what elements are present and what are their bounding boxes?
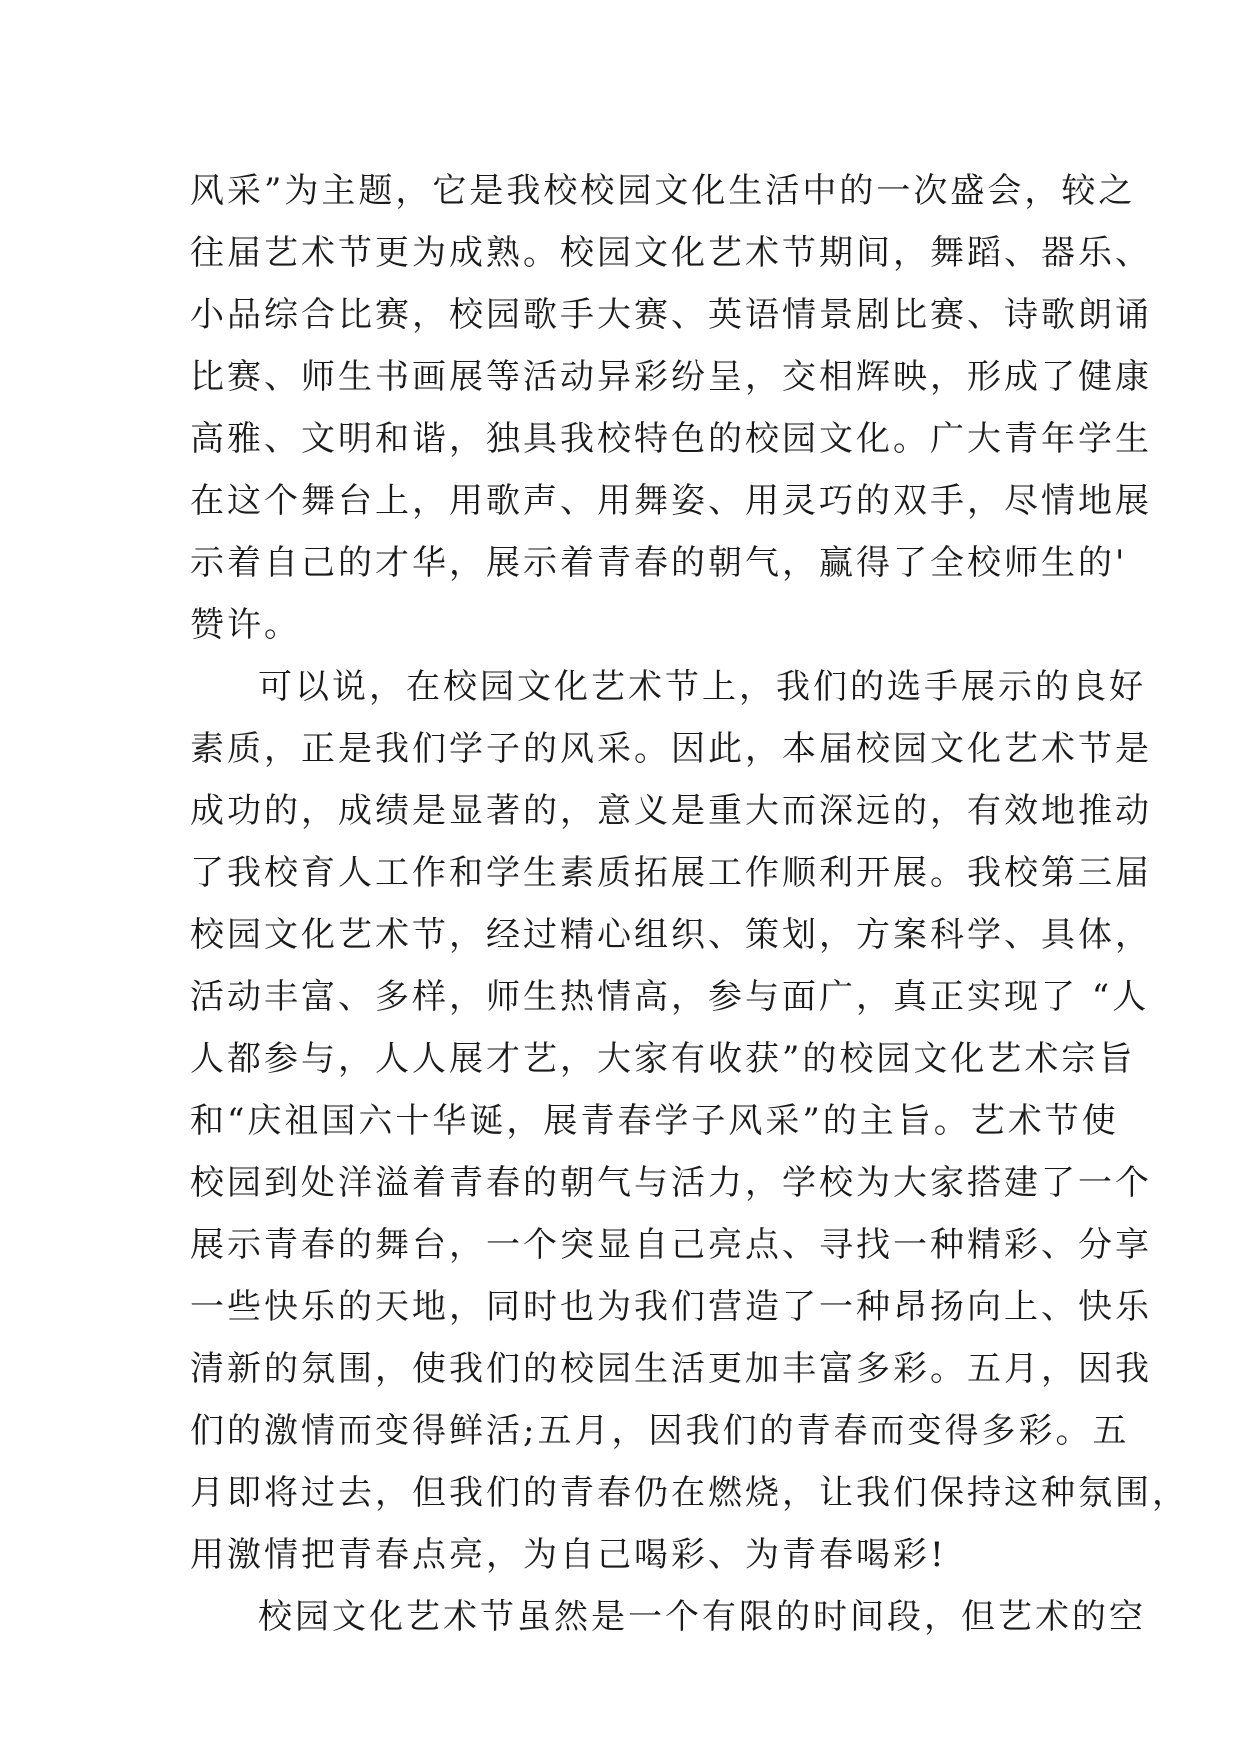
text-line: 一些快乐的天地，同时也为我们营造了一种昂扬向上、快乐 <box>190 1287 1152 1327</box>
text-line: 校园到处洋溢着青春的朝气与活力，学校为大家搭建了一个 <box>190 1163 1152 1203</box>
text-line: 风采”为主题，它是我校校园文化生活中的一次盛会，较之 <box>190 171 1136 211</box>
paragraph-start-line: 可以说，在校园文化艺术节上，我们的选手展示的良好 <box>258 667 1146 707</box>
text-line: 用激情把青春点亮，为自己喝彩、为青春喝彩! <box>190 1535 947 1575</box>
text-line: 们的激情而变得鲜活;五月，因我们的青春而变得多彩。五 <box>190 1411 1130 1451</box>
text-line: 清新的氛围，使我们的校园生活更加丰富多彩。五月，因我 <box>190 1349 1152 1389</box>
text-line: 成功的，成绩是显著的，意义是重大而深远的，有效地推动 <box>190 791 1152 831</box>
text-line: 素质，正是我们学子的风采。因此，本届校园文化艺术节是 <box>190 729 1152 769</box>
text-line: 展示青春的舞台，一个突显自己亮点、寻找一种精彩、分享 <box>190 1225 1152 1265</box>
text-line: 赞许。 <box>190 605 301 645</box>
text-line: 在这个舞台上，用歌声、用舞姿、用灵巧的双手，尽情地展 <box>190 481 1152 521</box>
text-line: 活动丰富、多样，师生热情高，参与面广，真正实现了 “人 <box>190 977 1150 1017</box>
text-line: 示着自己的才华，展示着青春的朝气，赢得了全校师生的' <box>190 543 1128 583</box>
text-line: 人都参与，人人展才艺，大家有收获”的校园文化艺术宗旨 <box>190 1039 1136 1079</box>
text-line: 比赛、师生书画展等活动异彩纷呈，交相辉映，形成了健康 <box>190 357 1152 397</box>
paragraph-start-line: 校园文化艺术节虽然是一个有限的时间段，但艺术的空 <box>258 1597 1146 1637</box>
text-line: 月即将过去，但我们的青春仍在燃烧，让我们保持这种氛围， <box>190 1473 1189 1513</box>
text-line: 小品综合比赛，校园歌手大赛、英语情景剧比赛、诗歌朗诵 <box>190 295 1152 335</box>
body-text <box>190 160 1189 1648</box>
text-line: 高雅、文明和谐，独具我校特色的校园文化。广大青年学生 <box>190 419 1152 459</box>
text-line: 校园文化艺术节，经过精心组织、策划，方案科学、具体， <box>190 915 1152 955</box>
text-line: 往届艺术节更为成熟。校园文化艺术节期间，舞蹈、器乐、 <box>190 233 1152 273</box>
text-line: 了我校育人工作和学生素质拓展工作顺利开展。我校第三届 <box>190 853 1152 893</box>
text-line: 和“庆祖国六十华诞，展青春学子风采”的主旨。艺术节使 <box>190 1101 1119 1141</box>
